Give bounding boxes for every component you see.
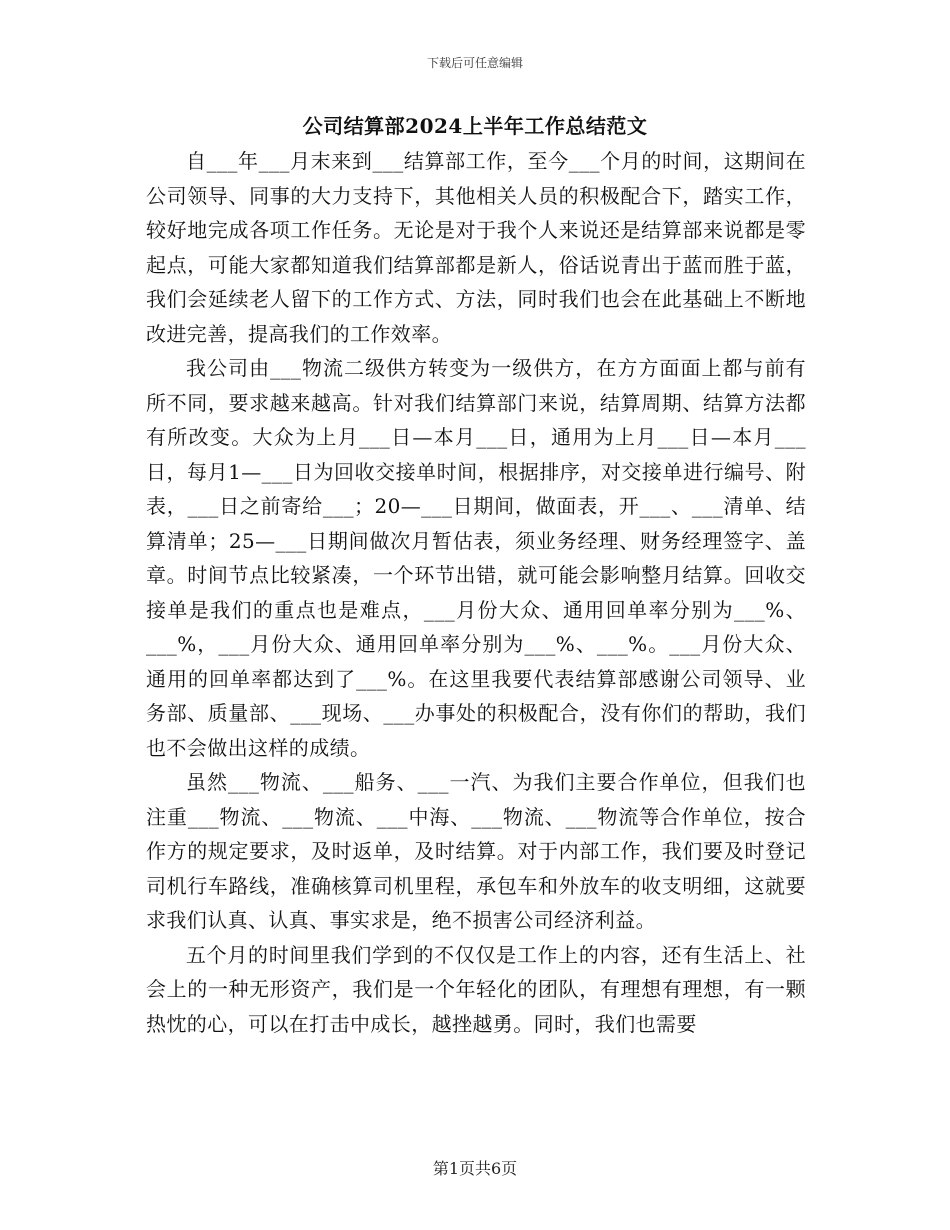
- paragraph-1: 自___年___月末来到___结算部工作，至今___个月的时间，这期间在公司领导、同事的大力支持下，其他相关人员的积极配合下，踏实工作，较好地完成各项工作任务。无论是对于我个人来说还是结算部来说都是零起点，可能大家都知道我们结算部都是新人，俗话说青出于蓝而胜于蓝，我们会延续老人留下的工作方式、方法，同时我们也会在此基础上不断地改进完善，提高我们的工作效率。: [146, 149, 806, 346]
- document-body: [146, 144, 806, 1041]
- page-number: 第1页共6页: [432, 1159, 518, 1178]
- paragraph-4: 五个月的时间里我们学到的不仅仅是工作上的内容，还有生活上、社会上的一种无形资产，我们是一个年轻化的团队，有理想有理想，有一颗热忱的心，可以在打击中成长，越挫越勇。同时，我们也需要: [146, 942, 806, 1036]
- paragraph-3: 虽然___物流、___船务、___一汽、为我们主要合作单位，但我们也注重___物流、___物流、___中海、___物流、___物流等合作单位，按合作方的规定要求，及时返单，及时结算。对于内部工作，我们要及时登记司机行车路线，准确核算司机里程，承包车和外放车的收支明细，这就要求我们认真、认真、事实求是，绝不损害公司经济利益。: [146, 770, 806, 932]
- page-header-note: 下载后可任意编辑: [426, 56, 523, 70]
- paragraph-2: 我公司由___物流二级供方转变为一级供方，在方方面面上都与前有所不同，要求越来越高。针对我们结算部门来说，结算周期、结算方法都有所改变。大众为上月___日—本月___日，通用为上月___日—本月___日，每月1—___日为回收交接单时间，根据排序，对交接单进行编号、附表，___日之前寄给___；20—___日期间，做面表，开___、___清单、结算清单；25—___日期间做次月暂估表，须业务经理、财务经理签字、盖章。时间节点比较紧凑，一个环节出错，就可能会影响整月结算。回收交接单是我们的重点也是难点，___月份大众、通用回单率分别为___%、___%，___月份大众、通用回单率分别为___%、___%。___月份大众、通用的回单率都达到了___%。在这里我要代表结算部感谢公司领导、业务部、质量部、___现场、___办事处的积极配合，没有你们的帮助，我们也不会做出这样的成绩。: [146, 356, 806, 760]
- document-title: 公司结算部2024上半年工作总结范文: [302, 114, 648, 138]
